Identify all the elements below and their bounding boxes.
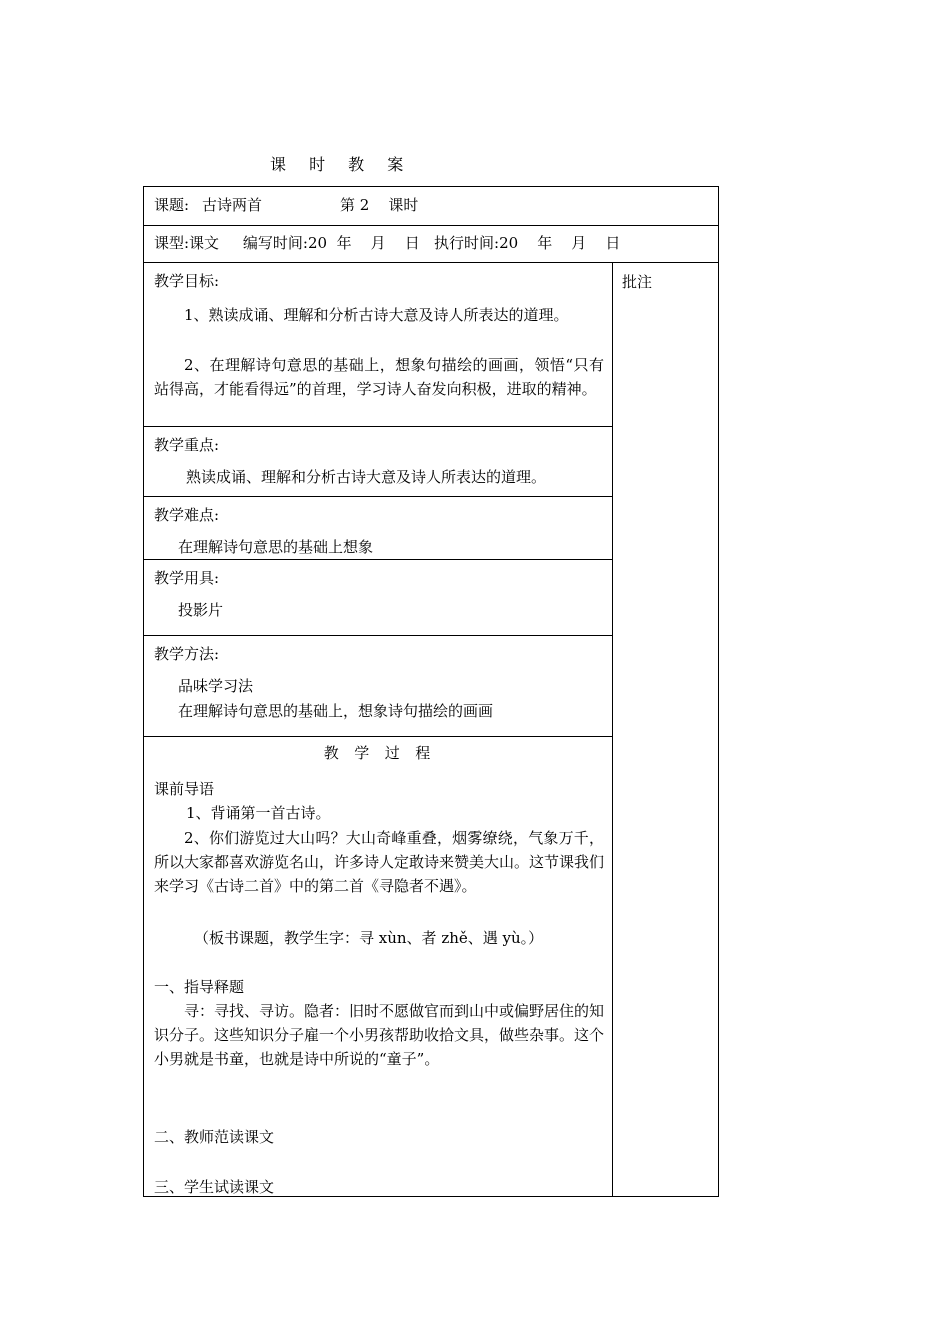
lesson-plan-table: [143, 186, 719, 1197]
difficulty-section: [144, 497, 612, 560]
intro-item: 2、你们游览过大山吗？大山奇峰重叠，烟雾缭绕，气象万千，所以大家都喜欢游览名山，许多诗人定敢诗来赞美大山。这节课我们来学习《古诗二首》中的第二首《寻隐者不遇》。: [154, 829, 605, 895]
type-and-dates: 课型:课文 编写时间:20 年 月 日 执行时间:20 年 月 日: [154, 234, 621, 252]
objectives-section: [144, 263, 612, 427]
keypoint-text: 熟读成诵、理解和分析古诗大意及诗人所表达的道理。: [186, 468, 547, 486]
process-head: 教 学 过 程: [323, 744, 433, 762]
main-column: [144, 263, 613, 1196]
method-section: [144, 636, 612, 737]
keypoint-head: 教学重点:: [154, 436, 220, 454]
topic-row: [144, 187, 718, 226]
intro-head: 课前导语: [154, 780, 215, 798]
tools-head: 教学用具:: [154, 569, 220, 587]
type-row: [144, 226, 718, 263]
note-label: 批注: [622, 273, 653, 291]
method-line: 在理解诗句意思的基础上，想象诗句描绘的画画: [178, 702, 494, 720]
method-line: 品味学习法: [178, 677, 254, 695]
topic-label: 课题:: [154, 196, 190, 214]
tools-section: [144, 560, 612, 636]
step-head: 一、指导释题: [154, 978, 245, 996]
objectives-head: 教学目标:: [154, 272, 220, 290]
step-text: 寻：寻找、寻访。隐者：旧时不愿做官而到山中或偏野居住的知识分子。这些知识分子雇一个小男孩帮助收拾文具，做些杂事。这个小男就是书童，也就是诗中所说的“童子”。: [154, 1002, 605, 1068]
objective-item: 2、在理解诗句意思的基础上，想象句描绘的画画，领悟“只有站得高，才能看得远”的首理，学习诗人奋发向积极，进取的精神。: [154, 356, 604, 398]
topic-value: 古诗两首: [202, 196, 263, 214]
step-head: 二、教师范读课文: [154, 1128, 275, 1146]
intro-item: 1、背诵第一首古诗。: [186, 804, 331, 822]
tools-text: 投影片: [178, 601, 224, 619]
lesson-number: 第 2 课时: [340, 196, 419, 214]
step-head: 三、学生试读课文: [154, 1178, 275, 1196]
difficulty-text: 在理解诗句意思的基础上想象: [178, 538, 374, 556]
method-head: 教学方法:: [154, 645, 220, 663]
doc-title: 课 时 教 案: [270, 155, 413, 174]
keypoint-section: [144, 427, 612, 497]
process-section: [144, 737, 612, 1196]
objective-item: 1、熟读成诵、理解和分析古诗大意及诗人所表达的道理。: [184, 306, 569, 324]
difficulty-head: 教学难点:: [154, 506, 220, 524]
board-note: （板书课题，教学生字：寻 xùn、者 zhě、遇 yù。）: [194, 929, 544, 947]
